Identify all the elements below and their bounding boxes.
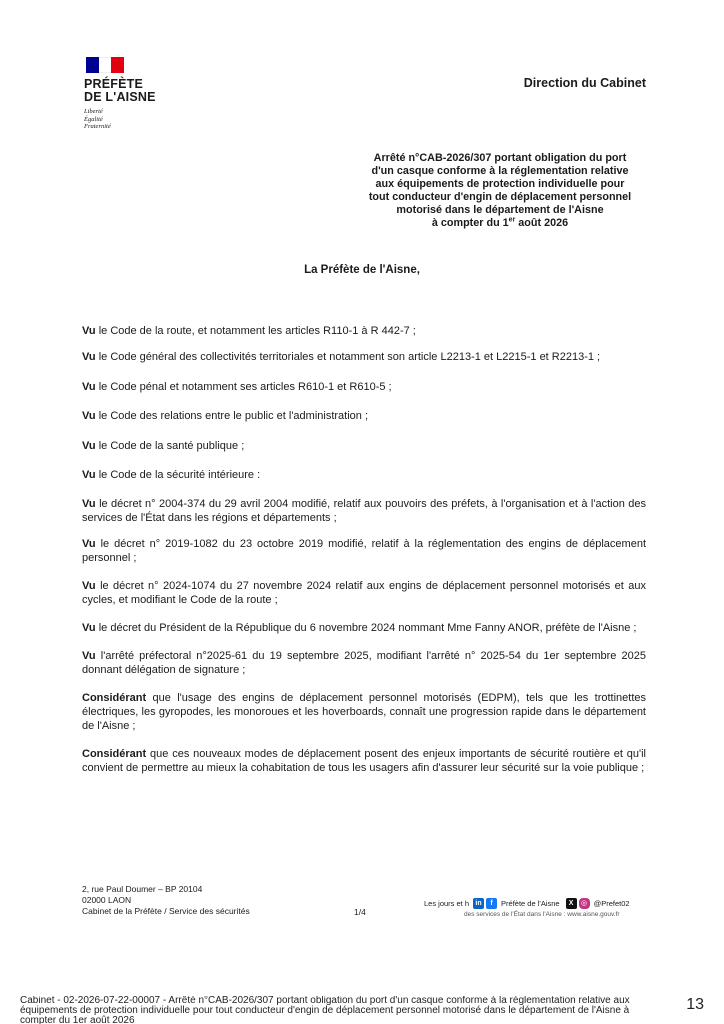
address-line-1: 2, rue Paul Doumer – BP 20104	[82, 884, 203, 894]
paragraph-lead: Vu	[82, 580, 96, 592]
social-subline: des services de l'État dans l'Aisne : www.aisne.gouv.fr	[464, 911, 620, 918]
paragraph-lead: Vu	[82, 325, 96, 337]
paragraph-lead: Vu	[82, 498, 96, 510]
direction-heading: Direction du Cabinet	[523, 76, 646, 90]
instagram-icon[interactable]: ◎	[579, 898, 590, 909]
paragraph-text: le Code de la sécurité intérieure :	[95, 469, 261, 481]
paragraph	[82, 324, 646, 338]
republic-motto	[84, 108, 204, 131]
paragraph-text: le décret du Président de la République du 6 novembre 2024 nommant Mme Fanny ANOR, préfète de l'Aisne ;	[95, 622, 637, 634]
prefecture-logo	[84, 57, 204, 131]
document-caption: Cabinet - 02-2026-07-22-00007 - Arrêté n°CAB-2026/307 portant obligation du port d'un casque conforme à la réglementation relative aux équipements de protection individuelle pour tout conducteur d'engin de déplacement personnel motorisé dans le département de l'Aisne à compter du 1er août 2026	[20, 996, 630, 1024]
decree-title	[300, 152, 700, 230]
x-twitter-icon[interactable]: X	[566, 898, 577, 909]
tricolor-flag-icon	[86, 57, 124, 73]
social-account-name: Préfète de l'Aisne	[501, 899, 560, 908]
paragraph	[82, 380, 646, 394]
title-line-6	[300, 217, 700, 230]
paragraph-text: le Code de la santé publique ;	[95, 440, 245, 452]
paragraph-lead: Vu	[82, 650, 96, 662]
address-line-3: Cabinet de la Préfète / Service des sécurités	[82, 906, 250, 916]
title-date-sup: er	[508, 216, 516, 224]
paragraph	[82, 537, 646, 565]
title-date-suffix: août 2026	[515, 217, 569, 229]
decree-body	[82, 324, 646, 775]
title-line-2: d'un casque conforme à la réglementation relative	[371, 165, 629, 177]
motto-line-2: Égalité	[84, 115, 103, 123]
logo-line-1: PRÉFÈTE	[84, 77, 144, 91]
social-handle: @Prefet02	[593, 899, 630, 908]
paragraph	[82, 439, 646, 453]
paragraph	[82, 579, 646, 607]
paragraph	[82, 649, 646, 677]
paragraph	[82, 350, 646, 364]
motto-line-1: Liberté	[84, 108, 103, 115]
page-indicator: 1/4	[354, 907, 366, 917]
paragraph-text: le décret n° 2019-1082 du 23 octobre 2019 modifié, relatif à la réglementation des engins de déplacement personnel ;	[82, 538, 646, 564]
paragraph-text: le décret n° 2004-374 du 29 avril 2004 modifié, relatif aux pouvoirs des préfets, à l'organisation et à l'action des services de l'État dans les régions et départements ;	[82, 498, 646, 524]
paragraph	[82, 691, 646, 733]
title-line-3: aux équipements de protection individuelle pour	[375, 178, 625, 190]
linkedin-icon[interactable]: in	[473, 898, 484, 909]
paragraph-lead: Vu	[82, 622, 96, 634]
social-links	[424, 898, 630, 909]
paragraph-text: le Code de la route, et notamment les articles R110-1 à R 442-7 ;	[95, 325, 416, 337]
paragraph-lead: Considérant	[82, 748, 147, 760]
title-line-4: tout conducteur d'engin de déplacement personnel	[368, 191, 632, 203]
signatory-line: La Préfète de l'Aisne,	[304, 264, 420, 276]
logo-line-2: DE L'AISNE	[84, 90, 156, 104]
paragraph-text: le Code général des collectivités territoriales et notamment son article L2213-1 et L2215-1 et R2213-1 ;	[95, 351, 601, 363]
title-line-1: Arrêté n°CAB-2026/307 portant obligation du port	[373, 152, 627, 164]
paragraph-lead: Vu	[82, 538, 96, 550]
motto-line-3: Fraternité	[84, 123, 111, 130]
paragraph-lead: Vu	[82, 351, 96, 363]
paragraph-text: l'arrêté préfectoral n°2025-61 du 19 septembre 2025, modifiant l'arrêté n° 2025-54 du 1er septembre 2025 donnant délégation de signature ;	[82, 650, 646, 676]
paragraph-lead: Considérant	[82, 692, 147, 704]
title-line-5: motorisé dans le département de l'Aisne	[396, 204, 604, 216]
facebook-icon[interactable]: f	[486, 898, 497, 909]
paragraph-lead: Vu	[82, 440, 96, 452]
paragraph-lead: Vu	[82, 410, 96, 422]
paragraph-lead: Vu	[82, 381, 96, 393]
page-number: 13	[686, 996, 704, 1013]
paragraph	[82, 409, 646, 423]
paragraph	[82, 621, 646, 635]
paragraph-text: le Code pénal et notamment ses articles R610-1 et R610-5 ;	[95, 381, 392, 393]
paragraph-text: le décret n° 2024-1074 du 27 novembre 2024 relatif aux engins de déplacement personnel motorisés et aux cycles, et modifiant le Code de la route ;	[82, 580, 646, 606]
social-prefix: Les jours et h	[424, 899, 470, 908]
paragraph-text: que ces nouveaux modes de déplacement posent des enjeux importants de sécurité routière et qu'il convient de permettre au mieux la cohabitation de tous les usagers afin d'assurer leur sécurité sur la voie publique ;	[82, 748, 646, 774]
paragraph	[82, 468, 646, 482]
paragraph-lead: Vu	[82, 469, 96, 481]
logo-text	[84, 78, 204, 104]
paragraph	[82, 497, 646, 525]
paragraph	[82, 747, 646, 775]
paragraph-text: que l'usage des engins de déplacement personnel motorisés (EDPM), tels que les trottinettes électriques, les gyropodes, les monoroues et les hoverboards, connaît une progression rapide dans le département de l'Aisne ;	[82, 692, 646, 732]
address-line-2: 02000 LAON	[82, 895, 132, 905]
paragraph-text: le Code des relations entre le public et l'administration ;	[95, 410, 369, 422]
footer-address	[82, 884, 250, 917]
title-date-prefix: à compter du 1	[431, 217, 509, 229]
